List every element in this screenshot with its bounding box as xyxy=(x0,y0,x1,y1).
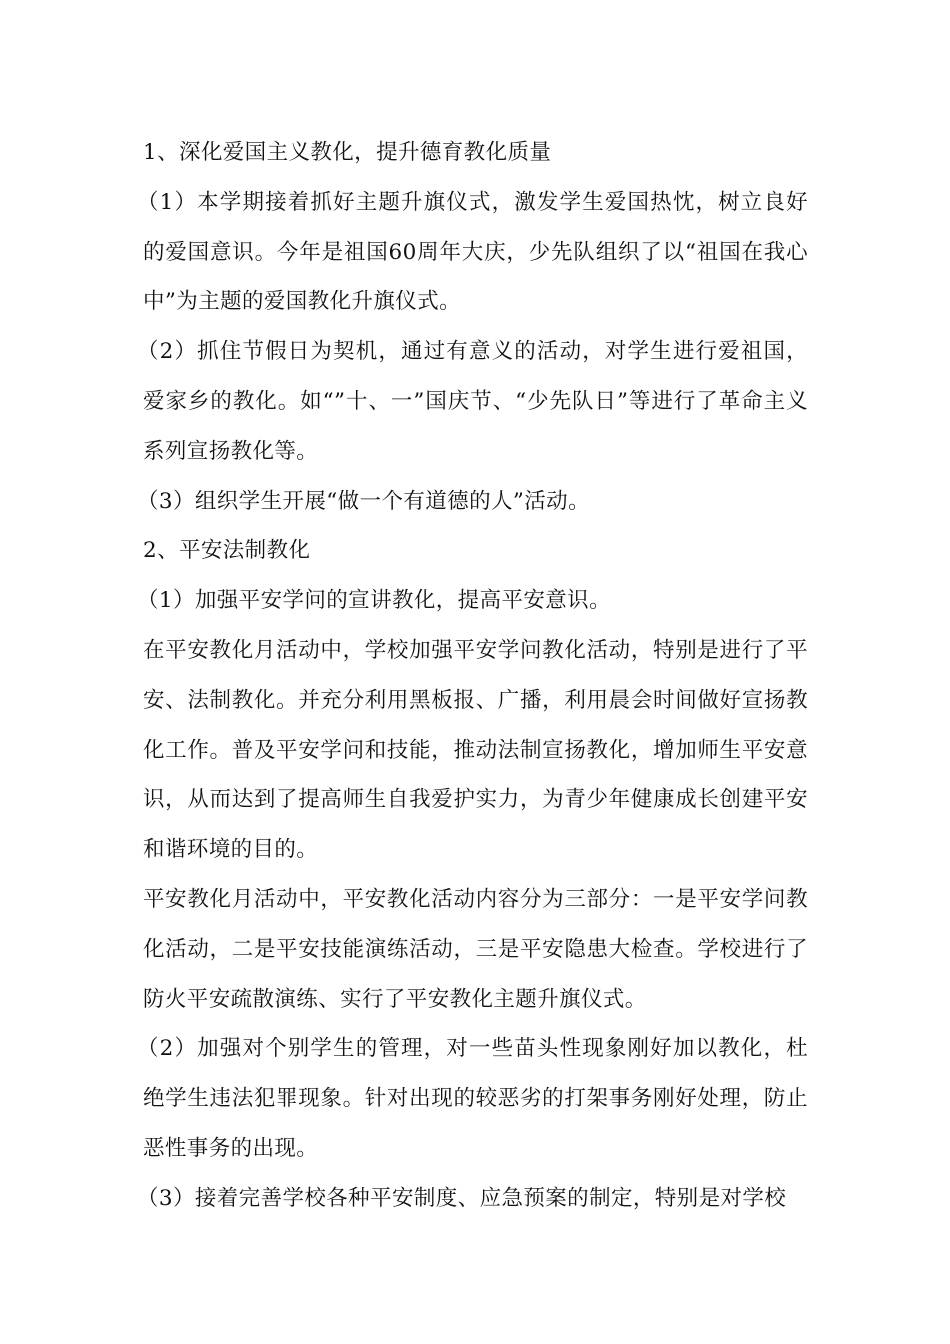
section-heading-2: 2、平安法制教化 xyxy=(143,538,311,564)
paragraph-item-6: （3）接着完善学校各种平安制度、应急预案的制定，特别是对学校 xyxy=(137,1185,787,1211)
section-heading-1: 1、深化爱国主义教化，提升德育教化质量 xyxy=(143,140,552,165)
paragraph-item-2: （2）抓住节假日为契机，通过有意义的活动，对学生进行爱祖国，爱家乡的教化。如“”十、一”国庆节、“少先队日”等进行了革命主义系列宣扬教化等。 xyxy=(137,339,808,464)
body-paragraph-2: 平安教化月活动中，平安教化活动内容分为三部分：一是平安学问教化活动，二是平安技能演练活动，三是平安隐患大检查。学校进行了防火平安疏散演练、实行了平安教化主题升旗仪式。 xyxy=(143,886,808,1012)
paragraph-item-5: （2）加强对个别学生的管理，对一些苗头性现象刚好加以教化，杜绝学生违法犯罪现象。针对出现的较恶劣的打架事务刚好处理，防止恶性事务的出现。 xyxy=(137,1036,808,1161)
document-body xyxy=(137,128,808,1224)
paragraph-item-4: （1）加强平安学问的宣讲教化，提高平安意识。 xyxy=(137,588,611,614)
paragraph-item-3: （3）组织学生开展“做一个有道德的人”活动。 xyxy=(137,488,590,514)
body-paragraph-1: 在平安教化月活动中，学校加强平安学问教化活动，特别是进行了平安、法制教化。并充分利用黑板报、广播，利用晨会时间做好宣扬教化工作。普及平安学问和技能，推动法制宣扬教化，增加师生平安意识，从而达到了提高师生自我爱护实力，为青少年健康成长创建平安和谐环境的目的。 xyxy=(143,637,808,863)
paragraph-item-1: （1）本学期接着抓好主题升旗仪式，激发学生爱国热忱，树立良好的爱国意识。今年是祖国60周年大庆，少先队组织了以“祖国在我心中”为主题的爱国教化升旗仪式。 xyxy=(137,189,808,315)
